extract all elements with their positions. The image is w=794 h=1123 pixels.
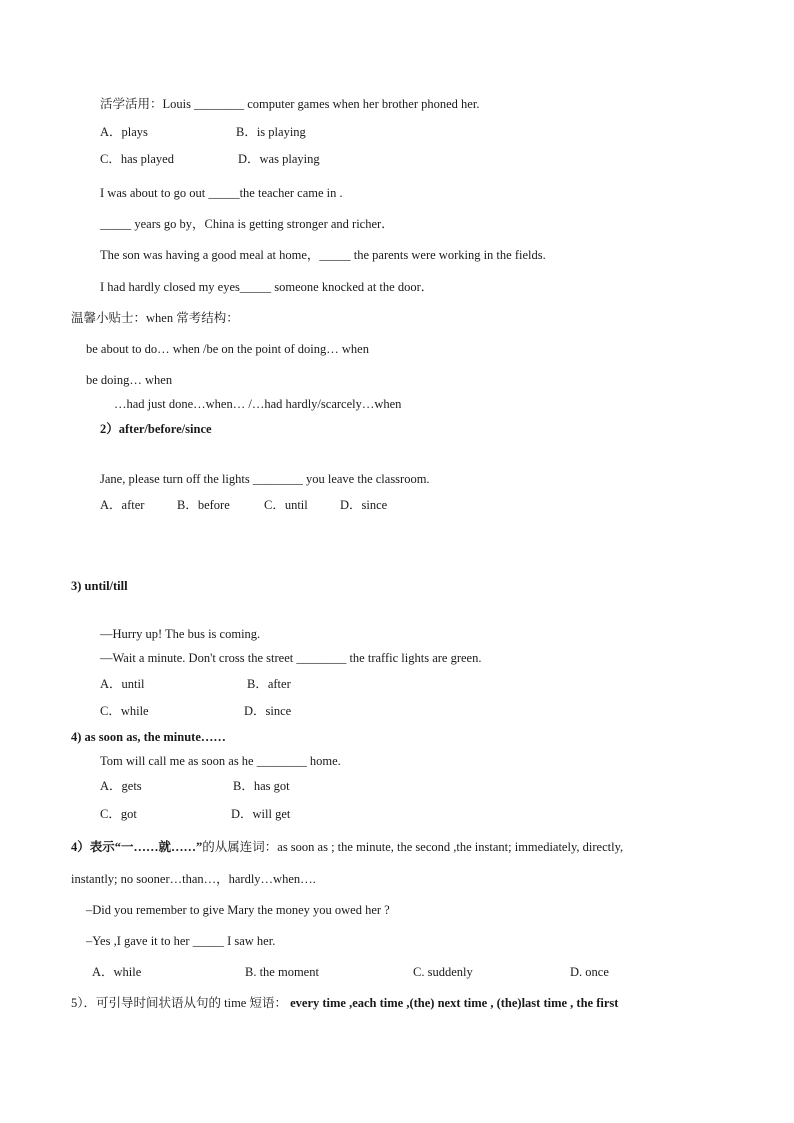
example-sentence: _____ years go by，China is getting stronger and richer． [100,217,394,231]
tip-item: …had just done…when… /…had hardly/scarcely…when [114,397,402,411]
section-heading [71,995,618,1011]
option-b: B．has got [233,779,290,793]
option-a: A．after [100,498,145,512]
question-text: Jane, please turn off the lights ________ you leave the classroom. [100,472,430,486]
practice-question: 活学活用：Louis ________ computer games when her brother phoned her. [100,97,480,111]
heading-bold: 4）表示“一……就……” [71,840,203,854]
option-a: A．while [92,965,142,979]
option-c: C. suddenly [413,965,473,979]
section-heading: 3) until/till [71,579,128,593]
option-b: B．is playing [236,125,306,139]
question-text: Tom will call me as soon as he ________ home. [100,754,341,768]
option-d: D．was playing [238,152,320,166]
heading-rest: 的从属连词：as soon as ; the minute, the second ,the instant; immediately, directly, [202,840,624,854]
option-a: A．plays [100,125,148,139]
tip-item: be about to do… when /be on the point of doing… when [86,342,369,356]
option-c: C．until [264,498,308,512]
option-b: B．before [177,498,230,512]
example-sentence: The son was having a good meal at home，_____ the parents were working in the fields. [100,248,546,262]
tip-item: be doing… when [86,373,173,387]
section-heading [71,839,623,855]
dialogue-line: –Did you remember to give Mary the money you owed her ? [86,903,390,917]
dialogue-line: –Yes ,I gave it to her _____ I saw her. [86,934,276,948]
option-a: A．until [100,677,145,691]
heading-continuation: instantly; no sooner…than…，hardly…when…. [71,872,316,886]
dialogue-line: —Hurry up! The bus is coming. [100,627,261,641]
option-d: D．since [244,704,292,718]
section-heading: 4) as soon as, the minute…… [71,730,226,744]
option-c: C．while [100,704,149,718]
option-a: A．gets [100,779,142,793]
option-d: D．will get [231,807,291,821]
option-b: B. the moment [245,965,319,979]
heading-plain: 5）．可引导时间状语从句的 time 短语： [71,996,287,1010]
section-heading: 2）after/before/since [100,422,212,436]
option-d: D．since [340,498,388,512]
option-b: B．after [247,677,291,691]
tip-title: 温馨小贴士：when 常考结构： [71,311,239,325]
example-sentence: I was about to go out _____the teacher came in . [100,186,343,200]
dialogue-line: —Wait a minute. Don't cross the street ________ the traffic lights are green. [100,651,482,665]
option-c: C．has played [100,152,174,166]
option-d: D. once [570,965,609,979]
example-sentence: I had hardly closed my eyes_____ someone knocked at the door． [100,280,434,294]
heading-bold: every time ,each time ,(the) next time , (the)last time , the first [290,996,619,1010]
option-c: C．got [100,807,137,821]
